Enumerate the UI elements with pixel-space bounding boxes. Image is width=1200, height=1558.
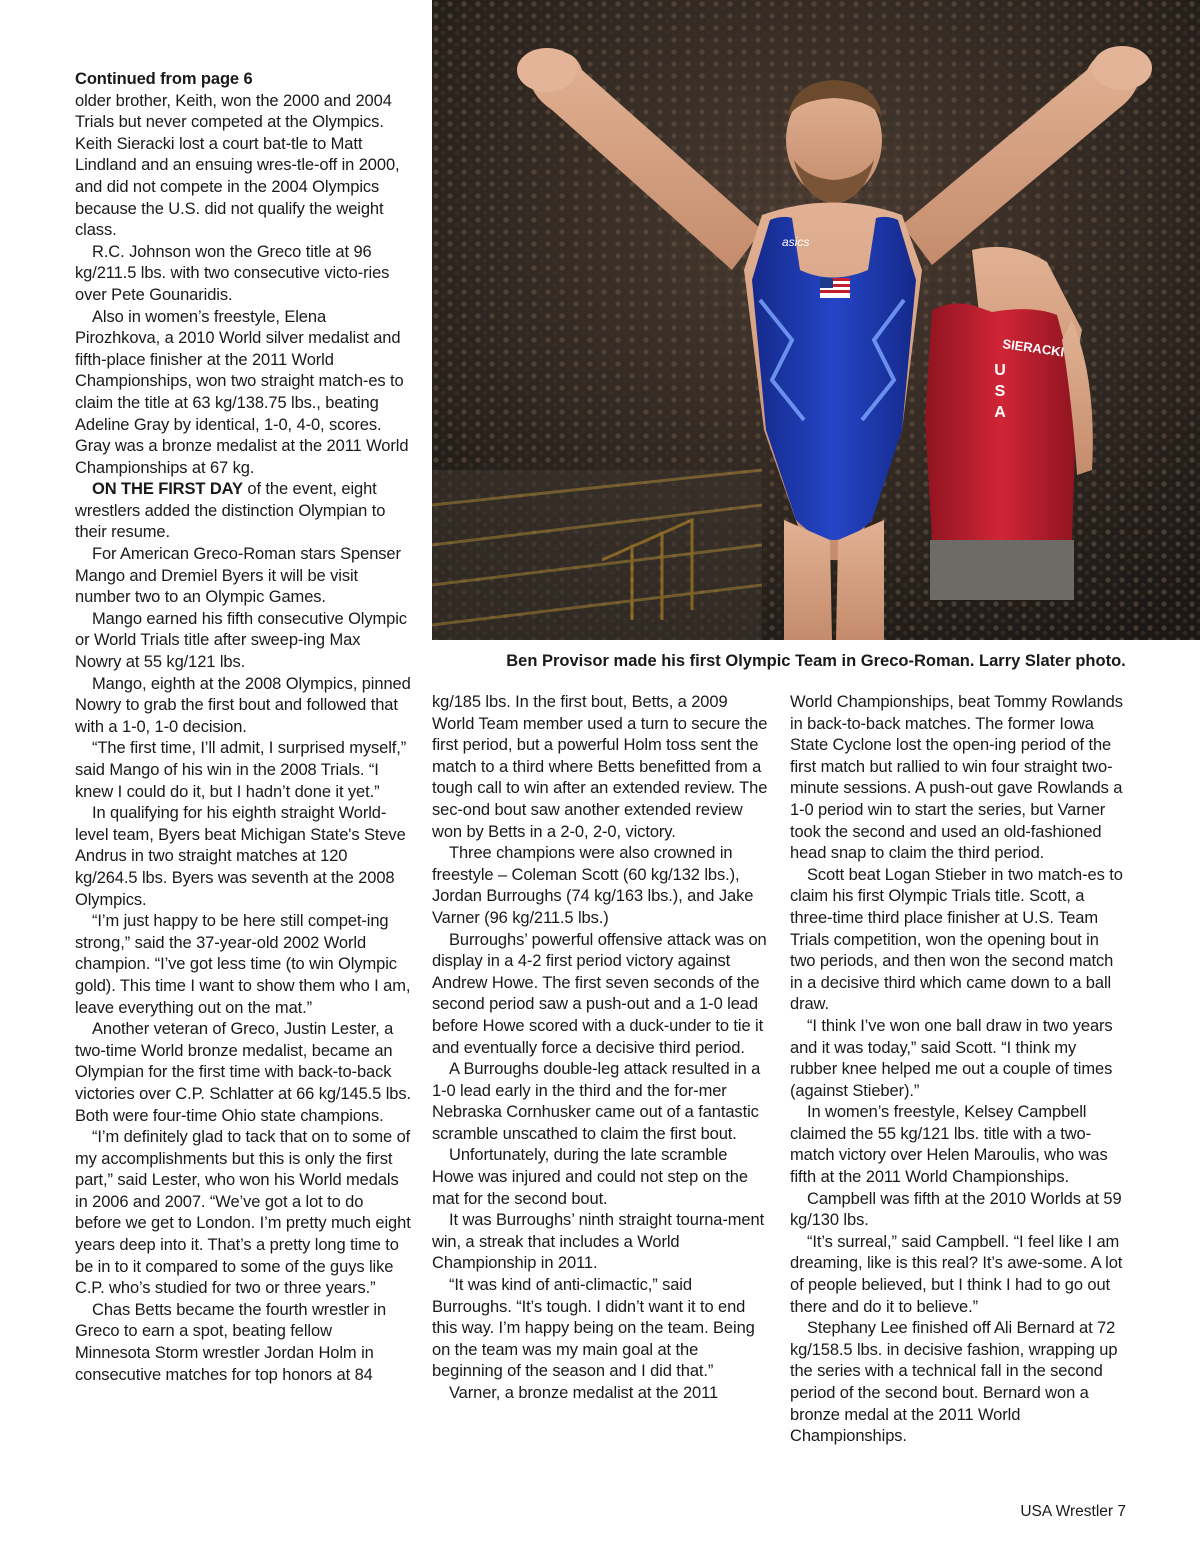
paragraph: World Championships, beat Tommy Rowlands in back-to-back matches. The former Iowa State Cyclone lost the open-ing period of the first match but rallied to win four straight two-minute sessions. A push-out gave Rowlands a 1-0 period win to start the series, but Varner took the second and used an old-fashioned head snap to claim the third period. bbox=[790, 693, 1123, 863]
article-column-2 bbox=[432, 692, 768, 1405]
paragraph: older brother, Keith, won the 2000 and 2004 Trials but never competed at the Olympics. Keith Sieracki lost a court bat-tle to Matt Lindland and an ensuing wres-tle-off in 2000, and did not compete in the 2004 Olympics because the U.S. did not qualify the weight class. bbox=[75, 91, 400, 240]
paragraph: In qualifying for his eighth straight World-level team, Byers beat Michigan State's Steve Andrus in two straight matches at 120 kg/264.5 lbs. Byers was seventh at the 2008 Olympics. bbox=[75, 804, 406, 909]
singlet-brand: asics bbox=[782, 235, 810, 249]
section-lead-in: ON THE FIRST DAY bbox=[92, 480, 243, 499]
singlet-letter: A bbox=[994, 404, 1006, 421]
paragraph: “It was kind of anti-climactic,” said Burroughs. “It’s tough. I didn’t want it to end this way. I’m happy being on the team. Being on the team was my main goal at the beginning of the season and I did that.” bbox=[432, 1276, 755, 1381]
article-column-1 bbox=[75, 69, 411, 1386]
paragraph: For American Greco-Roman stars Spenser Mango and Dremiel Byers it will be visit number two to an Olympic Games. bbox=[75, 545, 401, 607]
paragraph: Also in women’s freestyle, Elena Pirozhkova, a 2010 World silver medalist and fifth-place finisher at the 2011 World Championships, won two straight match-es to claim the title at 63 kg/138.75 lbs., beating Adeline Gray by identical, 1-0, 4-0, scores. Gray was a bronze medalist at the 2011 World Championships at 67 kg. bbox=[75, 307, 409, 477]
singlet-letter: U bbox=[994, 362, 1006, 379]
paragraph: “I’m just happy to be here still compet-ing strong,” said the 37-year-old 2002 World champion. “I’ve got less time (to win Olympic gold). This time I want to show them who I am, leave everything out on the mat.” bbox=[75, 912, 411, 1017]
paragraph: Chas Betts became the fourth wrestler in Greco to earn a spot, beating fellow Minnesota Storm wrestler Jordan Holm in consecutive matches for top honors at 84 bbox=[75, 1300, 387, 1384]
paragraph: In women’s freestyle, Kelsey Campbell claimed the 55 kg/121 lbs. title with a two-match victory over Helen Maroulis, who was fifth at the 2011 World Championships. bbox=[790, 1103, 1108, 1187]
paragraph: “I think I’ve won one ball draw in two years and it was today,” said Scott. “I think my rubber knee helped me out a couple of times (against Stieber).” bbox=[790, 1016, 1113, 1100]
paragraph: R.C. Johnson won the Greco title at 96 kg/211.5 lbs. with two consecutive victo-ries over Pete Gounaridis. bbox=[75, 242, 390, 304]
photo-caption: Ben Provisor made his first Olympic Team in Greco-Roman. Larry Slater photo. bbox=[506, 652, 1126, 670]
photo-illustration bbox=[432, 0, 1200, 640]
wrestler-photo bbox=[432, 0, 1200, 640]
article-column-3 bbox=[790, 692, 1126, 1448]
paragraph: A Burroughs double-leg attack resulted in a 1-0 lead early in the third and the for-mer Nebraska Cornhusker came out of a fantastic scramble unscathed to claim the first bout. bbox=[432, 1060, 761, 1143]
continued-label: Continued from page 6 bbox=[75, 70, 253, 88]
paragraph: Campbell was fifth at the 2010 Worlds at 59 kg/130 lbs. bbox=[790, 1189, 1122, 1230]
paragraph-text: of the event, eight wrestlers added the distinction Olympian to their resume. bbox=[75, 480, 386, 542]
opponent-name: SIERACKI bbox=[1001, 336, 1066, 360]
paragraph: It was Burroughs’ ninth straight tourna-ment win, a streak that includes a World Championship in 2011. bbox=[432, 1211, 765, 1273]
paragraph: Three champions were also crowned in freestyle – Coleman Scott (60 kg/132 lbs.), Jordan Burroughs (74 kg/163 lbs.), and Jake Varner (96 kg/211.5 lbs.) bbox=[432, 844, 754, 927]
paragraph: Burroughs’ powerful offensive attack was on display in a 4-2 first period victory against Andrew Howe. The first seven seconds of the second period saw a push-out and a 1-0 lead before Howe scored with a duck-under to tie it and eventually force a decisive third period. bbox=[432, 930, 767, 1057]
paragraph: “It’s surreal,” said Campbell. “I feel like I am dreaming, like is this real? It’s awe-some. A lot of people believed, but I think I had to go out there and do it to believe.” bbox=[790, 1232, 1123, 1316]
paragraph-with-lead-in bbox=[75, 479, 411, 544]
paragraph: “The first time, I’ll admit, I surprised myself,” said Mango of his win in the 2008 Trials. “I knew I could do it, but I hadn’t done it yet.” bbox=[75, 739, 407, 801]
paragraph: Scott beat Logan Stieber in two match-es to claim his first Olympic Trials title. Scott, a three-time third place finisher at U.S. Team Trials competition, won the opening bout in two periods, and then won the second match in a decisive third which came down to a ball draw. bbox=[790, 865, 1123, 1014]
paragraph: Unfortunately, during the late scramble Howe was injured and could not step on the mat for the second bout. bbox=[432, 1146, 748, 1208]
paragraph: “I’m definitely glad to tack that on to some of my accomplishments but this is only the first part,” said Lester, who won his World medals in 2006 and 2007. “We’ve got a lot to do before we get to London. I’m pretty much eight years deep into it. That’s a pretty long time to be in to it compared to some of the guys like C.P. who’s studied for two or three years.” bbox=[75, 1128, 411, 1298]
paragraph: Mango earned his fifth consecutive Olympic or World Trials title after sweep-ing Max Nowry at 55 kg/121 lbs. bbox=[75, 609, 407, 672]
singlet-letter: S bbox=[994, 383, 1006, 400]
paragraph: Mango, eighth at the 2008 Olympics, pinned Nowry to grab the first bout and followed that with a 1-0, 1-0 decision. bbox=[75, 674, 411, 736]
page-folio: USA Wrestler 7 bbox=[1020, 1503, 1126, 1520]
paragraph: kg/185 lbs. In the first bout, Betts, a 2009 World Team member used a turn to secure the first period, but a powerful Holm toss sent the match to a third where Betts benefitted from a tough call to win after an extended review. The sec-ond bout saw another extended review won by Betts in a 2-0, 2-0, victory. bbox=[432, 693, 768, 841]
paragraph: Varner, a bronze medalist at the 2011 bbox=[449, 1384, 719, 1402]
paragraph: Stephany Lee finished off Ali Bernard at 72 kg/158.5 lbs. in decisive fashion, wrapping up the series with a technical fall in the second period of the second bout. Bernard won a bronze medal at the 2011 World Championships. bbox=[790, 1319, 1118, 1446]
paragraph: Another veteran of Greco, Justin Lester, a two-time World bronze medalist, became an Olympian for the first time with back-to-back victories over C.P. Schlatter at 66 kg/145.5 lbs. Both were four-time Ohio state champions. bbox=[75, 1020, 411, 1125]
